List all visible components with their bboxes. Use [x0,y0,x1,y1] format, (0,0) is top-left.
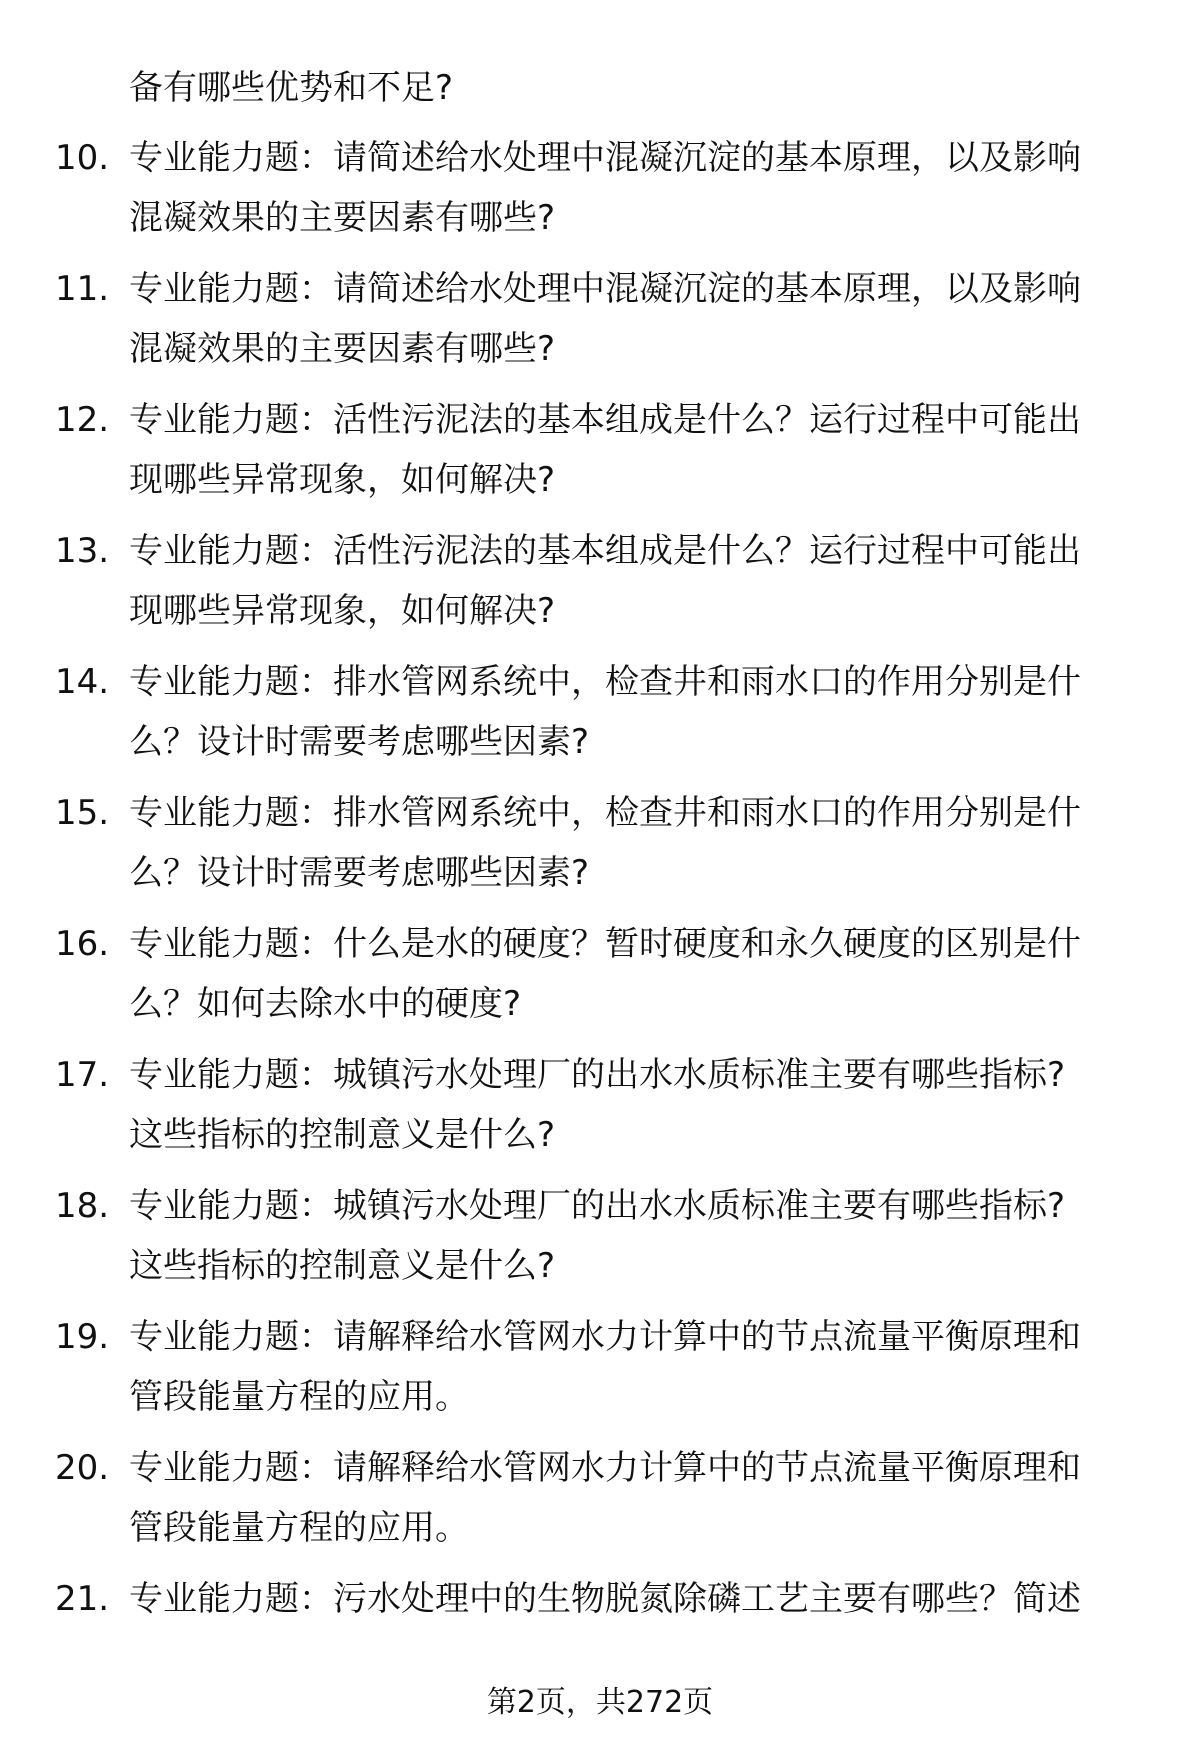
item-line: 专业能力题：请简述给水处理中混凝沉淀的基本原理，以及影响 [129,269,1081,309]
item-number: 10. [55,138,110,178]
item-number: 14. [55,662,110,702]
list-item [0,652,1200,783]
item-text [129,1307,1149,1427]
item-number: 18. [55,1186,110,1226]
item-line: 专业能力题：活性污泥法的基本组成是什么？运行过程中可能出 [129,400,1081,440]
item-line: 专业能力题：请简述给水处理中混凝沉淀的基本原理，以及影响 [129,138,1081,178]
item-text [129,1569,1149,1629]
item-number: 12. [55,400,110,440]
list-item [0,259,1200,390]
list-item [0,1307,1200,1438]
item-line: 管段能量方程的应用。 [129,1508,469,1548]
item-line: 专业能力题：请解释给水管网水力计算中的节点流量平衡原理和 [129,1448,1081,1488]
item-number: 13. [55,531,110,571]
item-line: 这些指标的控制意义是什么? [129,1115,556,1155]
item-line: 专业能力题：城镇污水处理厂的出水水质标准主要有哪些指标? [129,1186,1066,1226]
item-line: 么？设计时需要考虑哪些因素? [129,853,590,893]
item-line: 么？设计时需要考虑哪些因素? [129,722,590,762]
item-line: 专业能力题：活性污泥法的基本组成是什么？运行过程中可能出 [129,531,1081,571]
item-number: 16. [55,924,110,964]
item-number: 11. [55,269,110,309]
list-item [0,914,1200,1045]
list-item [0,783,1200,914]
item-text [129,1045,1149,1165]
list-item [0,390,1200,521]
item-number: 19. [55,1317,110,1357]
item-line: 这些指标的控制意义是什么? [129,1246,556,1286]
list-item [0,1176,1200,1307]
item-text [129,652,1149,772]
item-text [129,914,1149,1034]
item-text [129,128,1149,248]
item-text [129,1176,1149,1296]
item-line: 么？如何去除水中的硬度? [129,984,522,1024]
list-item [0,1438,1200,1569]
item-number: 20. [55,1448,110,1488]
item-text [129,390,1149,510]
item-text [129,783,1149,903]
item-text [129,1438,1149,1558]
list-item [0,128,1200,259]
item-line: 混凝效果的主要因素有哪些? [129,198,556,238]
list-item [0,521,1200,652]
item-line: 管段能量方程的应用。 [129,1377,469,1417]
item-number: 15. [55,793,110,833]
continuation-line: 备有哪些优势和不足? [129,68,454,108]
item-line: 专业能力题：城镇污水处理厂的出水水质标准主要有哪些指标? [129,1055,1066,1095]
page-footer: 第2页，共272页 [486,1685,714,1720]
item-line: 混凝效果的主要因素有哪些? [129,329,556,369]
list-item [0,1045,1200,1176]
item-line: 专业能力题：排水管网系统中，检查井和雨水口的作用分别是什 [129,662,1081,702]
item-text [129,521,1149,641]
item-line: 专业能力题：请解释给水管网水力计算中的节点流量平衡原理和 [129,1317,1081,1357]
item-line: 专业能力题：排水管网系统中，检查井和雨水口的作用分别是什 [129,793,1081,833]
item-line: 现哪些异常现象，如何解决? [129,591,556,631]
question-list [0,128,1200,1700]
item-number: 21. [55,1579,110,1619]
item-number: 17. [55,1055,110,1095]
item-line: 专业能力题：什么是水的硬度？暂时硬度和永久硬度的区别是什 [129,924,1081,964]
item-line: 专业能力题：污水处理中的生物脱氮除磷工艺主要有哪些？简述 [129,1579,1081,1619]
item-line: 现哪些异常现象，如何解决? [129,460,556,500]
item-text [129,259,1149,379]
